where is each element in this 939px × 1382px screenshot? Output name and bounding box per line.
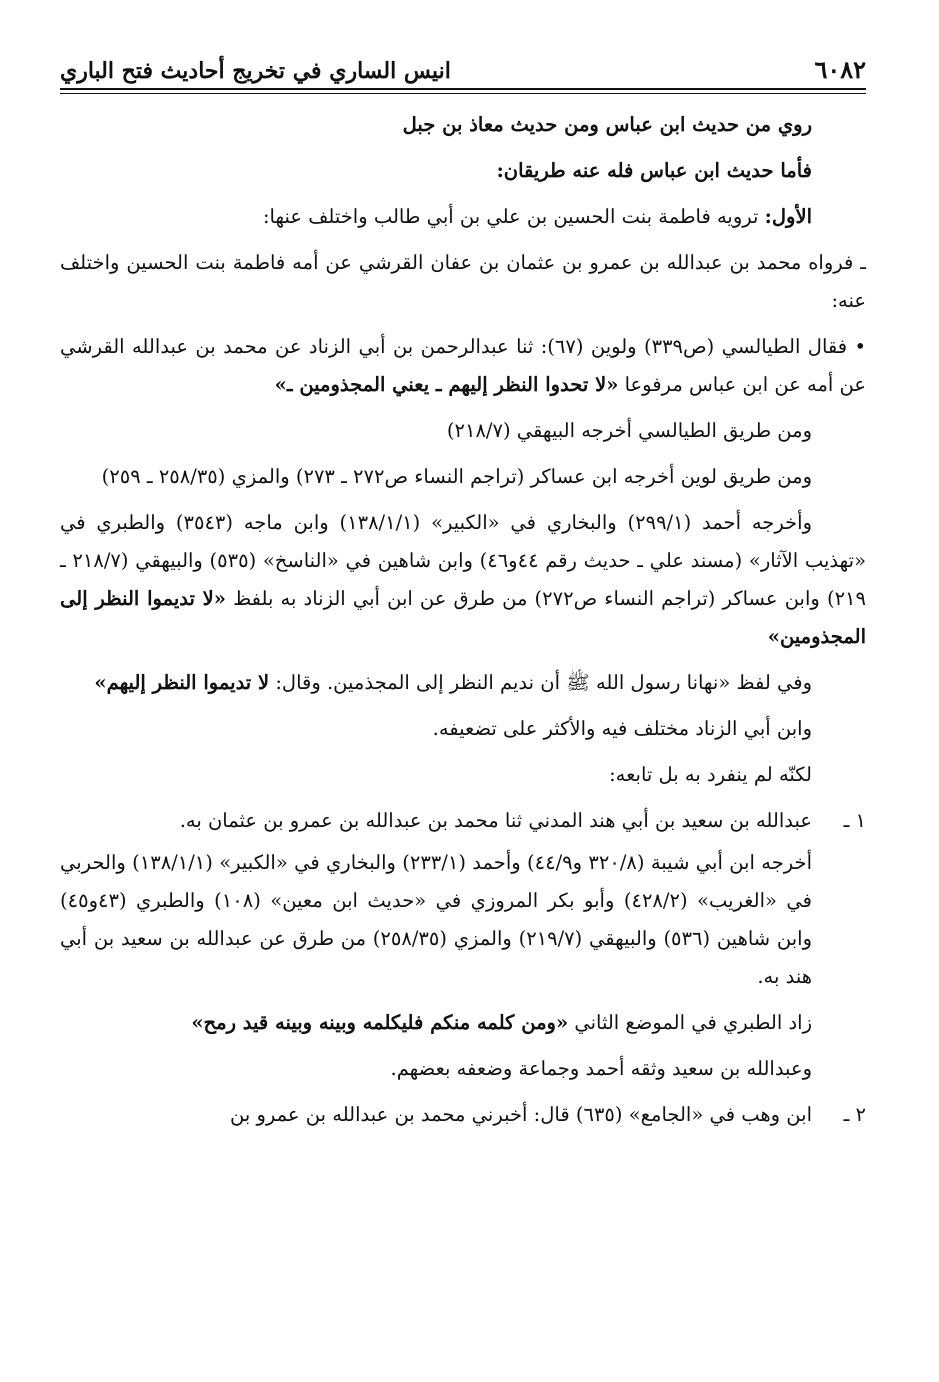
paragraph [60,504,866,656]
list-text: عبدالله بن سعيد بن أبي هند المدني ثنا محمد بن عبدالله بن عمرو بن عثمان به. [179,809,812,832]
paragraph: أخرجه ابن أبي شيبة (٣٢٠/٨ و٤٤/٩) وأحمد (٢٣٣/١) والبخاري في «الكبير» (١٣٨/١/١) والحربي في «الغريب» (٤٢٨/٢) وأبو بكر المروزي في «حديث ابن معين» (١٠٨) والطبري (٤٣و٤٥) وابن شاهين (٥٣٦) والبيهقي (٢١٩/٧) والمزي (٢٥٨/٣٥) من طرق عن عبدالله بن سعيد بن أبي هند به. [60,851,813,988]
paragraph [60,664,866,702]
page-number: ٦٠٨٢ [814,55,866,84]
paragraph [60,1004,866,1042]
list-number: ١ ـ [843,809,866,832]
document-page [60,40,866,1360]
text: وفي لفظ «نهانا رسول الله ﷺ أن نديم النظر إلى المجذمين. وقال: [269,671,812,694]
text: زاد الطبري في الموضع الثاني [568,1011,812,1034]
quote-bold: لا تديموا النظر إليهم» [94,671,270,694]
quote-bold: «ومن كلمه منكم فليكلمه وبينه وبينه قيد رمح» [191,1011,569,1034]
header-rule [60,88,866,90]
list-number: ٢ ـ [843,1103,866,1126]
paragraph: ومن طريق الطيالسي أخرجه البيهقي (٢١٨/٧) [446,419,812,442]
paragraph: فأما حديث ابن عباس فله عنه طريقان: [496,159,812,182]
text: • فقال الطيالسي (ص٣٣٩) ولوين (٦٧): ثنا عبدالرحمن بن أبي الزناد عن محمد بن عبدالله القرشي عن أمه عن ابن عباس مرفوعا [60,335,866,396]
book-title: انيس الساري في تخريج أحاديث فتح الباري [60,58,451,84]
list-item [60,1096,866,1134]
paragraph [60,328,866,404]
quote-bold: «لا تحدوا النظر إليهم ـ يعني المجذومين ـ» [274,373,619,396]
list-text: ابن وهب في «الجامع» (٦٣٥) قال: أخبرني محمد بن عبدالله بن عمرو بن [230,1103,812,1126]
text: وأخرجه أحمد (٢٩٩/١) والبخاري في «الكبير» (١٣٨/١/١) وابن ماجه (٣٥٤٣) والطبري في «تهذيب الآثار» (مسند علي ـ حديث رقم ٤٤و٤٦) وابن شاهين في «الناسخ» (٥٣٥) والبيهقي (٢١٨/٧ ـ ٢١٩) وابن عساكر (تراجم النساء ص٢٧٢) من طرق عن ابن أبي الزناد به بلفظ [60,511,867,610]
list-item [60,802,866,840]
paragraph: وعبدالله بن سعيد وثقه أحمد وجماعة وضعفه بعضهم. [390,1057,812,1080]
paragraph: وابن أبي الزناد مختلف فيه والأكثر على تضعيفه. [432,717,812,740]
label-bold: الأول: [764,205,812,228]
paragraph [60,198,866,236]
page-body [60,106,866,1134]
paragraph: لكنّه لم ينفرد به بل تابعه: [609,763,812,786]
paragraph: ومن طريق لوين أخرجه ابن عساكر (تراجم النساء ص٢٧٢ ـ ٢٧٣) والمزي (٢٥٨/٣٥ ـ ٢٥٩) [101,465,812,488]
header-rule-thin [60,93,866,94]
paragraph: ـ فرواه محمد بن عبدالله بن عمرو بن عثمان بن عفان القرشي عن أمه فاطمة بنت الحسين واختلف عنه: [60,251,866,312]
text: ترويه فاطمة بنت الحسين بن علي بن أبي طالب واختلف عنها: [262,205,765,228]
quote-bold: «لا تديموا النظر إلى المجذومين» [60,587,866,648]
paragraph: روي من حديث ابن عباس ومن حديث معاذ بن جبل [402,113,812,136]
page-header [60,40,866,84]
